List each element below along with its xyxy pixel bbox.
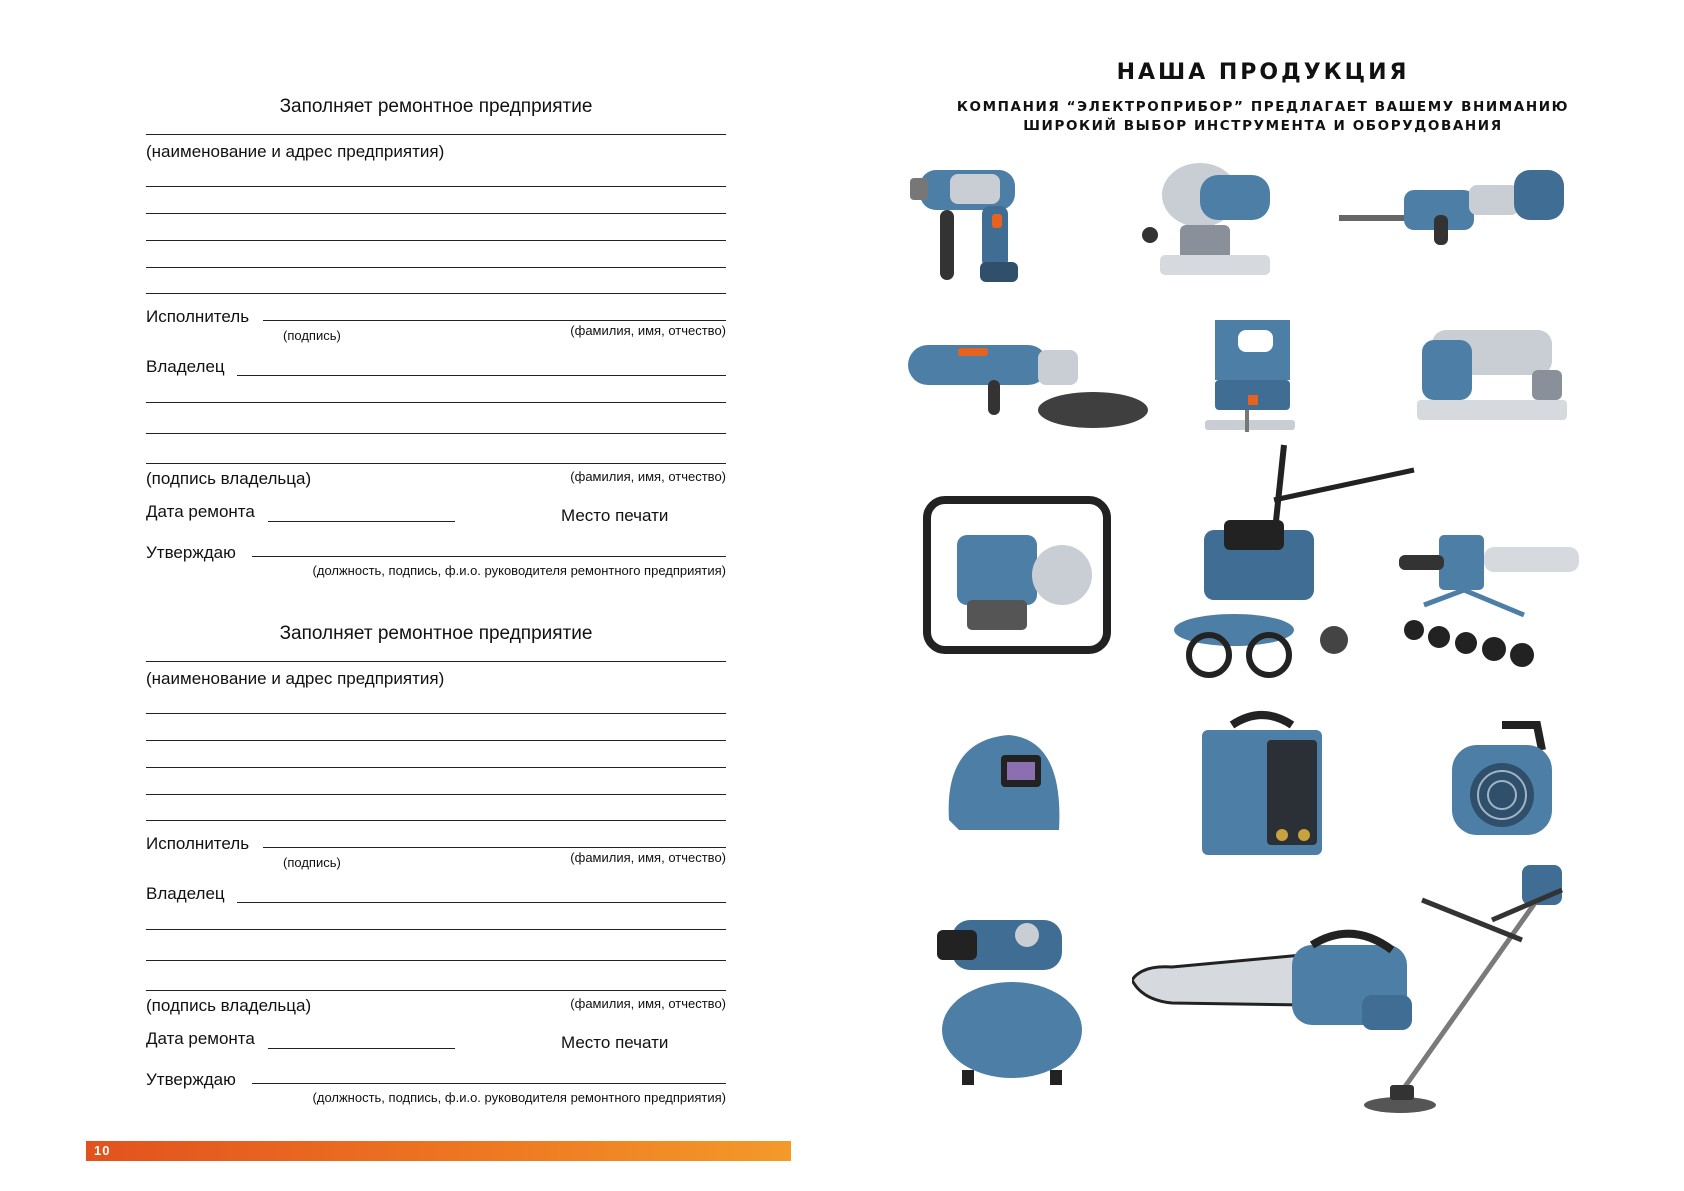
company-line[interactable]: [146, 740, 726, 741]
right-page: [842, 0, 1684, 1191]
company-line[interactable]: [146, 267, 726, 268]
approve-label: Утверждаю: [146, 1070, 236, 1089]
welding-helmet-icon: [939, 730, 1069, 850]
owner-label: Владелец: [146, 357, 225, 376]
signature-hint: (подпись): [283, 328, 341, 343]
repair-date-line[interactable]: [268, 1048, 455, 1049]
owner-label: Владелец: [146, 884, 225, 903]
owner-line[interactable]: [146, 433, 726, 434]
electric-planer-icon: [1412, 310, 1572, 440]
repair-date-label: Дата ремонта: [146, 502, 255, 521]
owner-line[interactable]: [146, 929, 726, 930]
company-hint: (наименование и адрес предприятия): [146, 669, 445, 688]
fio-hint: (фамилия, имя, отчество): [570, 323, 726, 338]
pipe-welder-icon: [1394, 525, 1594, 675]
company-line[interactable]: [146, 240, 726, 241]
heat-gun-fan-icon: [1442, 715, 1562, 850]
angle-grinder-icon: [908, 330, 1148, 440]
owner-line[interactable]: [146, 990, 726, 991]
owner-signature-hint: (подпись владельца): [146, 996, 312, 1015]
company-line[interactable]: [146, 293, 726, 294]
company-line[interactable]: [146, 767, 726, 768]
form-title: Заполняет ремонтное предприятие: [279, 96, 593, 117]
company-hint: (наименование и адрес предприятия): [146, 142, 445, 161]
jigsaw-icon: [1200, 310, 1300, 450]
products-subtitle-line-2: ШИРОКИЙ ВЫБОР ИНСТРУМЕНТА И ОБОРУДОВАНИЯ: [1023, 118, 1503, 134]
approve-line[interactable]: [252, 1083, 726, 1084]
welding-inverter-icon: [1192, 710, 1332, 860]
executor-label: Исполнитель: [146, 834, 250, 853]
repair-date-line[interactable]: [268, 521, 455, 522]
form-title: Заполняет ремонтное предприятие: [279, 623, 593, 644]
company-line[interactable]: [146, 213, 726, 214]
impact-drill-icon: [910, 150, 1040, 300]
signature-hint: (подпись): [283, 855, 341, 870]
executor-label: Исполнитель: [146, 307, 250, 326]
stamp-label: Место печати: [561, 1033, 669, 1052]
pressure-pump-tank-icon: [932, 910, 1087, 1090]
page-number: 10: [94, 1143, 111, 1158]
owner-line[interactable]: [146, 463, 726, 464]
footer-bar: [86, 1141, 791, 1161]
approve-label: Утверждаю: [146, 543, 236, 562]
owner-signature-hint: (подпись владельца): [146, 469, 312, 488]
owner-line[interactable]: [237, 902, 726, 903]
company-line[interactable]: [146, 134, 726, 135]
owner-fio-hint: (фамилия, имя, отчество): [570, 996, 726, 1011]
demolition-hammer-icon: [1339, 160, 1569, 250]
company-line[interactable]: [146, 713, 726, 714]
owner-line[interactable]: [146, 402, 726, 403]
repair-date-label: Дата ремонта: [146, 1029, 255, 1048]
products-subtitle-line-1: КОМПАНИЯ “ЭЛЕКТРОПРИБОР” ПРЕДЛАГАЕТ ВАШЕМУ ВНИМАНИЮ: [956, 99, 1570, 115]
owner-fio-hint: (фамилия, имя, отчество): [570, 469, 726, 484]
company-line[interactable]: [146, 820, 726, 821]
products-title: НАША ПРОДУКЦИЯ: [1116, 60, 1410, 85]
fio-hint: (фамилия, имя, отчество): [570, 850, 726, 865]
executor-line[interactable]: [263, 847, 726, 848]
brush-cutter-icon: [1362, 860, 1582, 1120]
owner-line[interactable]: [237, 375, 726, 376]
company-line[interactable]: [146, 186, 726, 187]
company-line[interactable]: [146, 794, 726, 795]
owner-line[interactable]: [146, 960, 726, 961]
company-line[interactable]: [146, 661, 726, 662]
approve-hint: (должность, подпись, ф.и.о. руководителя ремонтного предприятия): [312, 1090, 726, 1105]
water-pump-icon: [922, 490, 1112, 660]
chain-sharpener-icon: [1140, 150, 1290, 290]
approve-hint: (должность, подпись, ф.и.о. руководителя ремонтного предприятия): [312, 563, 726, 578]
executor-line[interactable]: [263, 320, 726, 321]
stamp-label: Место печати: [561, 506, 669, 525]
approve-line[interactable]: [252, 556, 726, 557]
